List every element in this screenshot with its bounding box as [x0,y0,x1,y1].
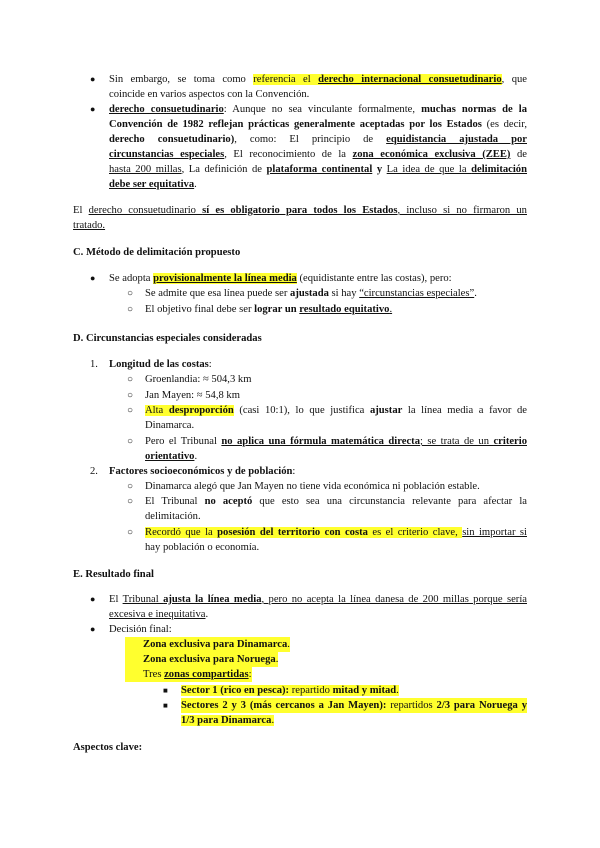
section-e-bullet-1-line-2: excesiva e inequitativa. [109,609,209,620]
sub-sub-bullet-marker: ■ [163,686,168,695]
sub-bullet-marker: ○ [127,405,134,416]
section-e-bullet-1-line-1: El Tribunal ajusta la línea media, pero no acepta la línea danesa de 200 millas porque sería [109,594,527,605]
sub-bullet-marker: ○ [127,390,134,401]
section-e-sub-2: Zona exclusiva para Noruega. [127,652,278,667]
section-e-bullet-2: Decisión final: [109,624,172,635]
bullet-marker: ● [90,74,96,84]
intro-bullet-2-line-5: hasta 200 millas, La definición de plataforma continental y La idea de que la delimitación [109,164,528,175]
section-d-item-1-sub-3-line-2: Dinamarca. [145,420,195,431]
section-d-item-1-sub-3-line-1: Alta desproporción (casi 10:1), lo que justifica ajustar la línea media a favor de [145,405,527,416]
intro-bullet-2-line-1: derecho consuetudinario: Aunque no sea vinculante formalmente, muchas normas de la [109,104,527,115]
section-e-subsub-2-line-1: Sectores 2 y 3 (más cercanos a Jan Mayen): repartidos 2/3 para Noruega y [181,700,527,711]
section-c-sub-1: Se admite que esa línea puede ser ajustada si hay “circunstancias especiales”. [145,288,477,299]
section-d-item-2-sub-3-line-2: hay población o economía. [145,542,260,553]
section-d-item-1-sub-1: Groenlandia: ≈ 504,3 km [145,374,252,385]
section-c-bullet: Se adopta provisionalmente la línea media (equidistante entre las costas), pero: [109,273,452,284]
section-d-item-2-sub-2-line-2: delimitación. [145,511,201,522]
section-e-sub-1: Zona exclusiva para Dinamarca. [127,637,290,652]
section-c-title: C. Método de delimitación propuesto [73,247,241,258]
sub-bullet-marker: ○ [127,374,134,385]
section-d-item-2-sub-2-line-1: El Tribunal no aceptó que esto sea una circunstancia relevante para afectar la [145,496,527,507]
sub-sub-bullet-marker: ■ [163,701,168,710]
intro-bullet-2-line-3: derecho consuetudinario), como: El principio de equidistancia ajustada por [109,134,527,145]
list-number: 2. [90,466,98,477]
bullet-marker: ● [90,104,96,114]
aspectos-clave-heading: Aspectos clave: [73,742,143,753]
intro-bullet-1-line-2: coincide en varios aspectos con la Convención. [109,89,310,100]
section-d-item-2-sub-1: Dinamarca alegó que Jan Mayen no tiene vida económica ni población estable. [145,481,480,492]
section-d-item-2-label: Factores socioeconómicos y de población: [109,466,296,477]
section-e-title: E. Resultado final [73,569,154,580]
sub-bullet-marker: ○ [127,288,134,299]
section-c-sub-2: El objetivo final debe ser lograr un resultado equitativo. [145,304,393,315]
paragraph-line-1: El derecho consuetudinario sí es obligatorio para todos los Estados, incluso si no firmaron un [73,205,527,216]
intro-bullet-2-line-6: debe ser equitativa. [109,179,197,190]
sub-bullet-marker: ○ [127,496,134,507]
section-e-subsub-1: Sector 1 (rico en pesca): repartido mitad y mitad. [181,685,399,696]
list-number: 1. [90,359,98,370]
sub-bullet-marker: ○ [127,481,134,492]
bullet-marker: ● [90,273,96,283]
intro-bullet-2-line-2: Convención de 1982 reflejan prácticas generalmente aceptadas por los Estados (es decir, [109,119,527,130]
section-d-item-1-label: Longitud de las costas: [109,359,212,370]
section-d-item-1-sub-4-line-1: Pero el Tribunal no aplica una fórmula matemática directa; se trata de un criterio [145,436,527,447]
bullet-marker: ● [90,594,96,604]
section-d-item-1-sub-2: Jan Mayen: ≈ 54,8 km [145,390,240,401]
section-e-subsub-2-line-2: 1/3 para Dinamarca. [181,715,275,726]
sub-bullet-marker: ○ [127,304,134,315]
section-d-item-2-sub-3-line-1: Recordó que la posesión del territorio con costa es el criterio clave, sin importar si [145,527,527,538]
section-d-item-1-sub-4-line-2: orientativo. [145,451,198,462]
paragraph-line-2: tratado. [73,220,106,231]
section-d-title: D. Circunstancias especiales consideradas [73,333,262,344]
intro-bullet-2-line-4: circunstancias especiales, El reconocimiento de la zona económica exclusiva (ZEE) de [109,149,527,160]
sub-bullet-marker: ○ [127,436,134,447]
section-e-sub-3: Tres zonas compartidas: [127,667,252,682]
sub-bullet-marker: ○ [127,527,134,538]
bullet-marker: ● [90,624,96,634]
intro-bullet-1-line-1: Sin embargo, se toma como referencia el derecho internacional consuetudinario, que [109,74,527,85]
